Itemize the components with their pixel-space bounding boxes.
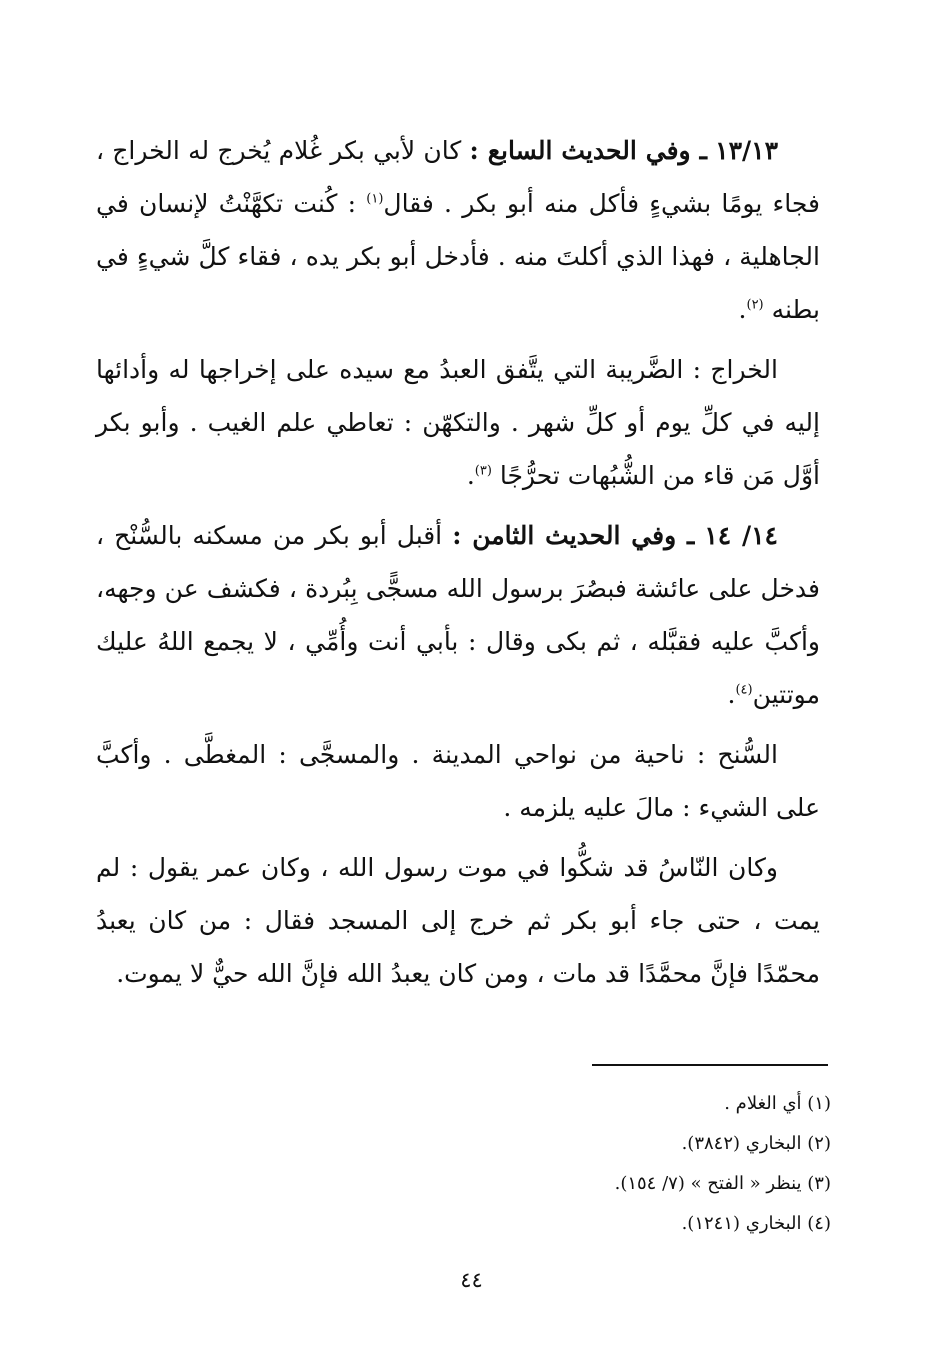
explanation-paragraph (96, 728, 820, 834)
hadith-text: أقبل أبو بكر من مسكنه بالسُّنْح ، فدخل على عائشة فبصُرَ برسول الله مسجًّى بِبُردة ، فكشف عن وجهه، وأكبَّ عليه فقبَّله ، ثم بكى وقال : بأبي أنت وأُمِّي ، لا يجمع اللهُ عليك موتتين (96, 521, 820, 709)
explanation-text: الخراج : الضَّريبة التي يتَّفق العبدُ مع سيده على إخراجها له وأدائها إليه في كلِّ يوم أو كلِّ شهر . والتكهّن : تعاطي علم الغيب . وأبو بكر أوَّل مَن قاء من الشُّبُهات تحرُّجًا (96, 355, 820, 490)
footnotes-section (211, 1084, 831, 1244)
hadith-text: كان لأبي بكر غُلام يُخرج له الخراج ، فجاء يومًا بشيءٍ فأكل منه أبو بكر . فقال (96, 136, 820, 218)
sentence-end: . (727, 680, 736, 709)
hadith-heading: ـ وفي الحديث الثامن : (452, 521, 695, 550)
footnote-divider (592, 1064, 828, 1066)
page-number: ٤٤ (460, 1268, 483, 1292)
hadith-number: ١٤/ ١٤ (704, 521, 778, 550)
footnote-ref: (٢) (746, 297, 764, 313)
hadith-paragraph-13 (96, 124, 820, 336)
footnote-4: (٤) البخاري (١٢٤١). (681, 1213, 831, 1234)
footnote-ref: (٣) (474, 463, 492, 479)
footnote-1: (١) أي الغلام . (724, 1093, 831, 1114)
narrative-paragraph (96, 841, 820, 1000)
hadith-text: : كُنت تكهَّنْتُ لإنسان في الجاهلية ، فهذا الذي أكلتَ منه . فأدخل أبو بكر يده ، فقاء كلَّ شيءٍ في بطنه (96, 189, 820, 324)
footnote-2: (٢) البخاري (٣٨٤٢). (681, 1133, 831, 1154)
footnote-ref: (٤) (735, 682, 753, 698)
hadith-number: ١٣/١٣ (715, 136, 778, 165)
hadith-heading: ـ وفي الحديث السابع : (469, 136, 707, 165)
sentence-end: . (466, 461, 475, 490)
narrative-text: وكان النّاسُ قد شكُّوا في موت رسول الله ، وكان عمر يقول : لم يمت ، حتى جاء أبو بكر ثم خرج إلى المسجد فقال : من كان يعبدُ محمّدًا فإنَّ محمَّدًا قد مات ، ومن كان يعبدُ الله فإنَّ الله حيٌّ لا يموت. (96, 853, 820, 988)
sentence-end: . (738, 295, 747, 324)
main-text (96, 124, 820, 1007)
explanation-paragraph (96, 343, 820, 502)
hadith-paragraph-14 (96, 509, 820, 721)
footnote-ref: (١) (366, 191, 384, 207)
footnote-3: (٣) ينظر « الفتح » (٧/ ١٥٤). (614, 1173, 831, 1194)
explanation-text: السُّنح : ناحية من نواحي المدينة . والمسجَّى : المغطَّى . وأكبَّ على الشيء : مالَ عليه يلزمه . (96, 740, 820, 822)
